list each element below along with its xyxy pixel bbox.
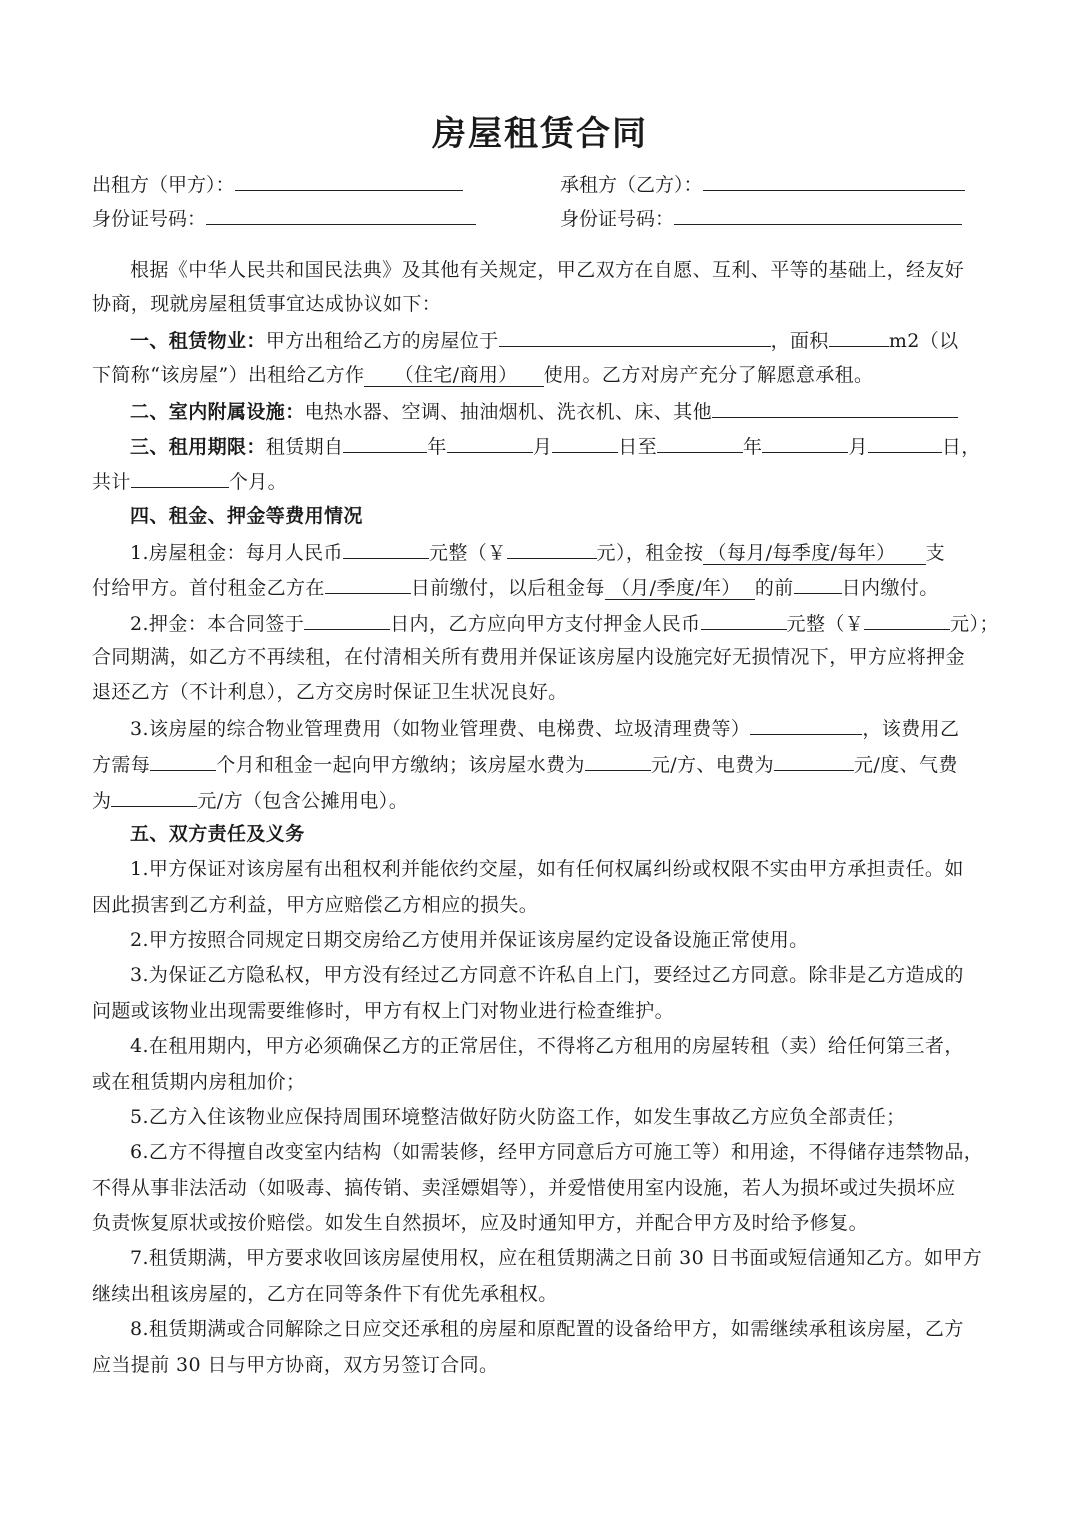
rent-text-g: 的前 [754,577,794,599]
s3-total-a: 共计 [92,471,131,493]
section-4-heading: 四、租金、押金等费用情况 [130,505,363,527]
end-month-blank[interactable] [762,428,848,453]
payment-period-option[interactable]: （每月/每季度/每年） [703,542,925,565]
duty-line: 不得从事非法活动（如吸毒、搞传销、卖淫嫖娼等），并爱惜使用室内设施，若人为损坏或过失损坏应 [92,1177,956,1199]
duty-line: 因此损害到乙方利益，甲方应赔偿乙方相应的损失。 [92,894,539,916]
lessor-row [92,166,463,202]
rent-text-f: 日前缴付，以后租金每 [410,577,605,599]
lessee-id-blank[interactable] [674,200,962,225]
s3-text-a: 租赁期自 [265,436,344,458]
deposit-text-d: 元）； [950,613,999,635]
section-2-heading: 二、室内附属设施： [130,401,305,423]
rent-text-b: 元整（￥ [428,542,507,564]
page-title: 房屋租赁合同 [432,114,648,154]
intro-line-1: 根据《中华人民共和国民法典》及其他有关规定，甲乙双方在自愿、互利、平等的基础上，经友好 [130,259,965,281]
payment-days-blank[interactable] [794,569,842,594]
section-1-line-1 [130,322,1030,358]
duty-line: 7.租赁期满，甲方要求收回该房屋使用权，应在租赁期满之日前 30 日书面或短信通知乙方。如甲方 [130,1247,983,1269]
section-1-heading: 一、租赁物业： [130,330,266,352]
section-3-line-2 [92,463,992,499]
gas-fee-blank[interactable] [111,782,197,807]
fees-line-3 [92,782,992,818]
fees-text-e: 元/方、电费为 [650,754,775,776]
duty-line: 1.甲方保证对该房屋有出租权利并能依约交屋，如有任何权属纠纷或权限不实由甲方承担责任。如 [130,858,964,880]
fees-text-h: 元/方（包含公摊用电）。 [197,790,409,812]
lessor-id-row [92,200,476,236]
lessee-row [560,166,965,202]
section-3-line-1 [130,428,1030,464]
duty-line: 或在租赁期内房租加价； [92,1071,306,1093]
duty-line: 8.租赁期满或合同解除之日应交还承租的房屋和原配置的设备给甲方，如需继续承租该房屋，乙方 [130,1318,964,1340]
s3-total-b: 个月。 [228,471,288,493]
address-blank[interactable] [499,322,771,347]
fees-line-2 [92,746,992,782]
section-3-heading: 三、租用期限： [130,436,266,458]
section-5-heading: 五、双方责任及义务 [130,823,305,845]
lessor-label: 出租方（甲方）： [92,174,235,196]
rent-text-a: 1.房屋租金：每月人民币 [130,542,343,564]
s3-month-1: 月 [532,436,553,458]
s3-day-to: 日至 [618,436,658,458]
s1-text-b: ，面积 [770,330,829,352]
end-year-blank[interactable] [657,428,743,453]
lessee-id-row [560,200,962,236]
deposit-number-blank[interactable] [864,605,950,630]
fees-text-b: ，该费用乙 [862,718,960,740]
fees-text-g: 为 [92,790,112,812]
deposit-text-c: 元整（￥ [786,613,865,635]
area-blank[interactable] [829,322,889,347]
s1-text-c: m2（以 [888,330,959,352]
s1-text-a: 甲方出租给乙方的房屋位于 [265,330,499,352]
duty-line: 负责恢复原状或按价赔偿。如发生自然损坏，应及时通知甲方，并配合甲方及时给予修复。 [92,1212,869,1234]
s3-year-2: 年 [743,436,763,458]
end-day-blank[interactable] [868,428,942,453]
total-months-blank[interactable] [131,463,229,488]
lessee-label: 承租方（乙方）： [560,174,703,196]
intro-line-2: 协商，现就房屋租赁事宜达成协议如下： [92,293,442,315]
s1-text-d: 下简称“该房屋”）出租给乙方作 [92,364,365,386]
duty-line: 应当提前 30 日与甲方协商，双方另签订合同。 [92,1354,499,1376]
start-year-blank[interactable] [343,428,427,453]
section-1-line-2 [92,358,992,392]
rent-line-2 [92,569,992,605]
duty-line: 继续出租该房屋的，乙方在同等条件下有优先承租权。 [92,1283,558,1305]
s2-text: 电热水器、空调、抽油烟机、洗衣机、床、其他 [304,401,713,423]
rent-amount-blank[interactable] [507,534,597,559]
fees-line-1 [130,710,1030,746]
deposit-text-a: 2.押金：本合同签于 [130,613,305,635]
other-facilities-blank[interactable] [712,393,958,418]
s3-year-1: 年 [427,436,447,458]
deposit-text-b: 日内，乙方应向甲方支付押金人民币 [390,613,701,635]
duty-line: 3.为保证乙方隐私权，甲方没有经过乙方同意不许私自上门，要经过乙方同意。除非是乙方造成的 [130,964,964,986]
fees-text-c: 方需每 [92,754,151,776]
lessee-name-blank[interactable] [703,166,965,191]
s3-month-2: 月 [848,436,868,458]
water-fee-blank[interactable] [585,746,651,771]
lessor-id-blank[interactable] [206,200,476,225]
rent-text-c: 元），租金按 [596,542,704,564]
rent-text-h: 日内缴付。 [841,577,939,599]
lessee-id-label: 身份证号码： [560,208,675,230]
payment-cycle-option[interactable]: （月/季度/年） [605,577,755,600]
deposit-line-2: 合同期满，如乙方不再续租，在付清相关所有费用并保证该房屋内设施完好无损情况下，甲方应将押金 [92,646,966,668]
management-fee-blank[interactable] [750,710,862,735]
duty-line: 6.乙方不得擅自改变室内结构（如需装修，经甲方同意后方可施工等）和用途，不得储存违禁物品， [130,1141,984,1163]
rent-text-d: 支 [925,542,946,564]
electricity-fee-blank[interactable] [774,746,854,771]
fees-text-f: 元/度、气费 [854,754,958,776]
deposit-line-3: 退还乙方（不计利息），乙方交房时保证卫生状况良好。 [92,681,568,703]
s3-day-end: 日， [941,436,981,458]
duty-line: 问题或该物业出现需要维修时，甲方有权上门对物业进行检查维护。 [92,1000,675,1022]
lessor-id-label: 身份证号码： [92,208,207,230]
duty-line: 4.在租用期内，甲方必须确保乙方的正常居住，不得将乙方租用的房屋转租（卖）给任何第三者， [130,1035,964,1057]
deposit-line-1 [130,605,1030,641]
start-month-blank[interactable] [447,428,533,453]
section-2-line [130,393,1030,429]
first-payment-day-blank[interactable] [325,569,411,594]
fees-text-a: 3.该房屋的综合物业管理费用（如物业管理费、电梯费、垃圾清理费等） [130,718,751,740]
deposit-days-blank[interactable] [304,605,390,630]
monthly-rent-blank[interactable] [343,534,429,559]
usage-option[interactable]: （住宅/商用） [364,364,543,387]
rent-line-1 [130,534,1030,570]
duty-line: 2.甲方按照合同规定日期交房给乙方使用并保证该房屋约定设备设施正常使用。 [130,929,809,951]
fee-months-blank[interactable] [150,746,216,771]
lessor-name-blank[interactable] [235,166,463,191]
rent-text-e: 付给甲方。首付租金乙方在 [92,577,325,599]
s1-text-e: 使用。乙方对房产充分了解愿意承租。 [543,364,874,386]
start-day-blank[interactable] [552,428,618,453]
fees-text-d: 个月和租金一起向甲方缴纳；该房屋水费为 [216,754,585,776]
deposit-amount-blank[interactable] [701,605,787,630]
duty-line: 5.乙方入住该物业应保持周围环境整洁做好防火防盗工作，如发生事故乙方应负全部责任； [130,1106,906,1128]
